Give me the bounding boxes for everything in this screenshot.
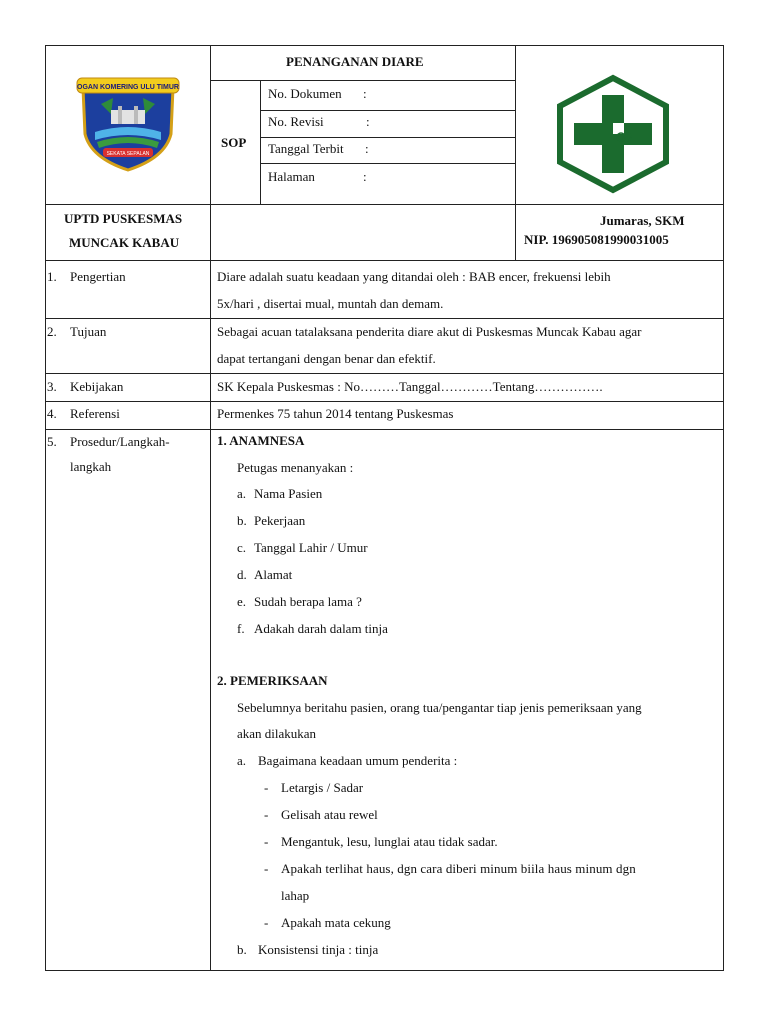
svg-text:OGAN KOMERING ULU TIMUR: OGAN KOMERING ULU TIMUR bbox=[77, 84, 179, 91]
list-marker: b. bbox=[237, 513, 247, 528]
pemeriksaan-intro: akan dilakukan bbox=[237, 726, 317, 741]
section-text: Diare adalah suatu keadaan yang ditandai oleh : BAB encer, frekuensi lebih bbox=[217, 269, 611, 284]
field-sep: : bbox=[365, 141, 369, 156]
divider bbox=[45, 204, 724, 205]
list-item: Tanggal Lahir / Umur bbox=[254, 540, 368, 555]
field-doc-number-label: No. Dokumen bbox=[268, 86, 342, 101]
document-title: PENANGANAN DIARE bbox=[286, 54, 424, 69]
section-number: 1. bbox=[47, 269, 57, 284]
section-text: 5x/hari , disertai mual, muntah dan demam. bbox=[217, 296, 444, 311]
list-item: Bagaimana keadaan umum penderita : bbox=[258, 753, 458, 768]
divider bbox=[45, 373, 724, 374]
section-text: SK Kepala Puskesmas : No………Tanggal…………Tentang……………. bbox=[217, 379, 603, 394]
section-text: dapat tertangani dengan benar dan efektif. bbox=[217, 351, 436, 366]
signer-name: Jumaras, SKM bbox=[600, 213, 685, 228]
puskesmas-logo bbox=[552, 73, 674, 195]
sop-label: SOP bbox=[221, 135, 247, 150]
field-page-label: Halaman bbox=[268, 169, 315, 184]
section-label-tujuan: Tujuan bbox=[70, 324, 107, 339]
list-item: Sudah berapa lama ? bbox=[254, 594, 362, 609]
divider bbox=[260, 163, 515, 164]
divider bbox=[45, 318, 724, 319]
list-item: Letargis / Sadar bbox=[281, 780, 364, 795]
field-sep: : bbox=[366, 114, 370, 129]
organization-name: MUNCAK KABAU bbox=[69, 235, 180, 250]
divider bbox=[45, 401, 724, 402]
anamnesa-intro: Petugas menanyakan : bbox=[237, 460, 354, 475]
list-marker: - bbox=[264, 780, 269, 795]
field-sep: : bbox=[363, 86, 367, 101]
section-text: Permenkes 75 tahun 2014 tentang Puskesmas bbox=[217, 406, 454, 421]
list-item: Apakah mata cekung bbox=[281, 915, 391, 930]
section-label-prosedur: Prosedur/Langkah- bbox=[70, 434, 170, 449]
list-marker: a. bbox=[237, 486, 247, 501]
divider bbox=[260, 137, 515, 138]
section-number: 3. bbox=[47, 379, 57, 394]
list-item: Gelisah atau rewel bbox=[281, 807, 378, 822]
list-item: lahap bbox=[281, 888, 310, 903]
section-label-prosedur: langkah bbox=[70, 459, 112, 474]
list-item: Pekerjaan bbox=[254, 513, 306, 528]
field-revision-label: No. Revisi bbox=[268, 114, 324, 129]
list-marker: e. bbox=[237, 594, 247, 609]
divider bbox=[45, 260, 724, 261]
divider bbox=[515, 45, 516, 260]
section-text: Sebagai acuan tatalaksana penderita diare akut di Puskesmas Muncak Kabau agar bbox=[217, 324, 642, 339]
list-marker: - bbox=[264, 861, 269, 876]
anamnesa-heading: 1. ANAMNESA bbox=[217, 433, 305, 448]
divider bbox=[45, 429, 724, 430]
organization-name: UPTD PUSKESMAS bbox=[64, 211, 183, 226]
list-marker: f. bbox=[237, 621, 245, 636]
divider bbox=[210, 45, 211, 971]
list-item: Nama Pasien bbox=[254, 486, 323, 501]
divider bbox=[260, 110, 515, 111]
list-marker: - bbox=[264, 807, 269, 822]
list-item: Adakah darah dalam tinja bbox=[254, 621, 388, 636]
pemeriksaan-intro: Sebelumnya beritahu pasien, orang tua/pengantar tiap jenis pemeriksaan yang bbox=[237, 700, 642, 715]
section-label-referensi: Referensi bbox=[70, 406, 120, 421]
section-label-kebijakan: Kebijakan bbox=[70, 379, 124, 394]
list-item: Mengantuk, lesu, lunglai atau tidak sadar. bbox=[281, 834, 498, 849]
section-label-pengertian: Pengertian bbox=[70, 269, 126, 284]
divider bbox=[260, 80, 261, 204]
list-marker: a. bbox=[237, 753, 247, 768]
list-marker: - bbox=[264, 834, 269, 849]
list-marker: d. bbox=[237, 567, 247, 582]
signer-nip: NIP. 196905081990031005 bbox=[524, 232, 669, 247]
field-issue-date-label: Tanggal Terbit bbox=[268, 141, 344, 156]
list-marker: c. bbox=[237, 540, 247, 555]
pemeriksaan-heading: 2. PEMERIKSAAN bbox=[217, 673, 328, 688]
list-item: Konsistensi tinja : tinja bbox=[258, 942, 379, 957]
divider bbox=[210, 80, 515, 81]
list-item: Alamat bbox=[254, 567, 293, 582]
list-marker: - bbox=[264, 915, 269, 930]
regency-emblem-logo bbox=[73, 74, 183, 174]
list-item: Apakah terlihat haus, dgn cara diberi minum biila haus minum dgn bbox=[281, 861, 636, 876]
svg-text:SEKATA SEPALAN: SEKATA SEPALAN bbox=[106, 151, 150, 157]
field-sep: : bbox=[363, 169, 367, 184]
section-number: 2. bbox=[47, 324, 57, 339]
section-number: 5. bbox=[47, 434, 57, 449]
section-number: 4. bbox=[47, 406, 57, 421]
list-marker: b. bbox=[237, 942, 247, 957]
